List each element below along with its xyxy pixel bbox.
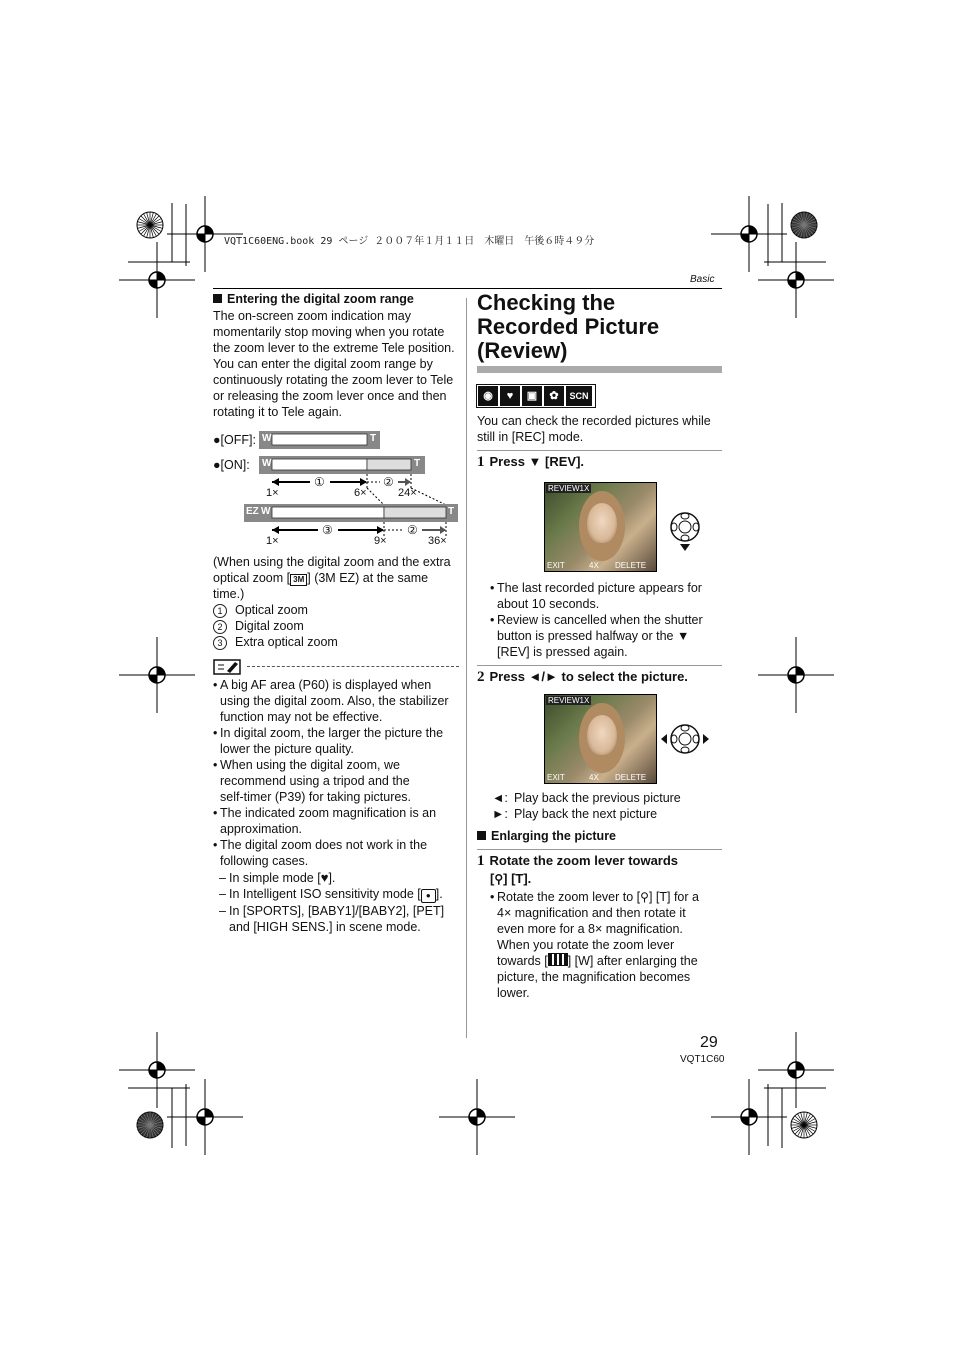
review-screen-2: REVIEW1X EXIT 4X DELETE	[544, 694, 657, 784]
doc-code: VQT1C60	[680, 1054, 725, 1065]
heart-icon: ♥	[320, 870, 329, 885]
magnifier-icon: ⚲	[640, 890, 649, 904]
off-t-label: T	[370, 433, 377, 444]
zoom-legend: 1 Optical zoom 2 Digital zoom 3 Extra optical zoom	[213, 602, 338, 650]
section-tab: Basic	[690, 274, 715, 285]
cursor-down-icon	[668, 510, 702, 554]
camera-icon: ◉	[478, 386, 498, 406]
iso-icon: ●	[421, 889, 436, 903]
memo-bullet: • When using the digital zoom, we recommend using a tripod and the self-timer (P39) for taking pictures.	[213, 757, 463, 805]
flower-icon: ✿	[544, 386, 564, 406]
target-quadrant	[205, 226, 213, 234]
note-item: • Rotate the zoom lever to [⚲] [T] for a 4× magnification and then rotate it even more for a 8× magnification. When you rotate the zoom lever towards [ ] [W] after enlarging the picture, the magnification becomes lower.	[490, 889, 722, 1001]
target-quadrant	[749, 1109, 757, 1117]
target-quadrant	[788, 1070, 796, 1078]
step-2: 2 Press ◄/► to select the picture.	[477, 669, 688, 685]
mark-1: ①	[314, 475, 325, 489]
mark-3: ③	[322, 523, 333, 537]
tick-1x: 1×	[266, 487, 279, 499]
intro-text: You can check the recorded pictures while still in [REC] mode.	[477, 414, 711, 444]
column-divider	[466, 298, 467, 1038]
dash-item: – In [SPORTS], [BABY1]/[BABY2], [PET] and [HIGH SENS.] in scene mode.	[213, 903, 463, 935]
target-quadrant	[205, 1109, 213, 1117]
tick-6x: 6×	[354, 487, 367, 499]
target-quadrant	[741, 234, 749, 242]
memo-bullet: • In digital zoom, the larger the picture the lower the picture quality.	[213, 725, 463, 757]
target-quadrant	[197, 234, 205, 242]
divider	[477, 450, 722, 451]
target-quadrant	[749, 226, 757, 234]
target-quadrant	[788, 280, 796, 288]
ez-note: (When using the digital zoom and the extra optical zoom [ 3M ] (3M EZ) at the same time.)	[213, 555, 451, 601]
note-item: • Review is cancelled when the shutter button is pressed halfway or the ▼ [REV] is pressed again.	[490, 612, 722, 660]
magnifier-icon: ⚲	[494, 872, 504, 886]
target-quadrant	[157, 272, 165, 280]
tick-24x: 24×	[398, 487, 417, 499]
target-quadrant	[796, 272, 804, 280]
ez-w-label: W	[261, 506, 271, 517]
page-title: Checking the Recorded Picture (Review)	[477, 290, 660, 363]
header-rule	[213, 288, 722, 289]
mark-2: ②	[383, 475, 394, 489]
off-bar-track	[272, 434, 367, 445]
playback-legend: ◄: Play back the previous picture ►: Play back the next picture	[492, 791, 681, 821]
target-quadrant	[149, 675, 157, 683]
target-quadrant	[796, 1062, 804, 1070]
on-bar-digital	[367, 459, 411, 470]
print-header: VQT1C60ENG.book 29 ページ ２００７年１月１１日 木曜日 午後６時４９分	[224, 236, 595, 247]
off-label: ●[OFF]:	[213, 433, 256, 447]
review-screen-1: REVIEW1X EXIT 4X DELETE	[544, 482, 657, 572]
on-t-label: T	[414, 458, 421, 469]
tick-1x-b: 1×	[266, 535, 279, 547]
divider	[477, 665, 722, 666]
heart-icon: ♥	[500, 386, 520, 406]
memo-dashes	[213, 870, 463, 935]
on-bar-optical	[272, 459, 367, 470]
ez-bar-digital	[384, 507, 446, 518]
dash-item: – In Intelligent ISO sensitivity mode [ ● ].	[213, 886, 463, 903]
page-number: 29	[700, 1034, 718, 1051]
memo-bullet: • A big AF area (P60) is displayed when using the digital zoom. Also, the stabilizer function may not be effective.	[213, 677, 463, 725]
digital-zoom-heading: Entering the digital zoom range	[213, 291, 414, 307]
target-quadrant	[477, 1109, 485, 1117]
target-quadrant	[741, 1117, 749, 1125]
on-w-label: W	[262, 458, 272, 469]
enlarge-heading: Enlarging the picture	[477, 828, 616, 844]
wide-grid-icon	[548, 953, 568, 966]
target-quadrant	[197, 1117, 205, 1125]
mode-icons	[476, 384, 596, 408]
divider	[477, 849, 722, 850]
on-label: ●[ON]:	[213, 458, 250, 472]
tick-36x: 36×	[428, 535, 447, 547]
memo-bullet: • The indicated zoom magnification is an approximation.	[213, 805, 463, 837]
tick-9x: 9×	[374, 535, 387, 547]
cursor-left-right-icon	[659, 722, 711, 756]
target-quadrant	[796, 667, 804, 675]
target-quadrant	[157, 667, 165, 675]
target-quadrant	[149, 280, 157, 288]
ez-bar-optical	[272, 507, 384, 518]
target-quadrant	[149, 1070, 157, 1078]
target-quadrant	[469, 1117, 477, 1125]
step3-notes	[490, 889, 722, 1001]
ez-t-label: T	[448, 506, 455, 517]
memo-bullets	[213, 677, 463, 869]
dash-item: – In simple mode [♥].	[213, 870, 463, 886]
step1-notes	[490, 580, 722, 660]
ez-label: EZ	[246, 506, 259, 517]
mark-2b: ②	[407, 523, 418, 537]
off-w-label: W	[262, 433, 272, 444]
digital-zoom-paragraph: The on-screen zoom indication may momentarily stop moving when you rotate the zoom lever to the extreme Tele position. You can enter the digital zoom range by continuously rotating the zoom lever to Tele or releasing the zoom lever once and then rotating it to Tele again.	[213, 309, 455, 419]
target-quadrant	[788, 675, 796, 683]
scn-icon: SCN	[566, 386, 592, 406]
memo-bullet: • The digital zoom does not work in the following cases.	[213, 837, 463, 869]
3m-ez-icon: 3M	[290, 574, 307, 586]
step-3: 1 Rotate the zoom lever towards [⚲] [T].	[477, 853, 679, 886]
target-quadrant	[157, 1062, 165, 1070]
iso-icon: ▣	[522, 386, 542, 406]
memo-rule	[247, 666, 459, 667]
step-1: 1 Press ▼ [REV].	[477, 454, 585, 470]
note-item: • The last recorded picture appears for about 10 seconds.	[490, 580, 722, 612]
memo-icon	[213, 659, 245, 675]
title-rule	[477, 366, 722, 373]
